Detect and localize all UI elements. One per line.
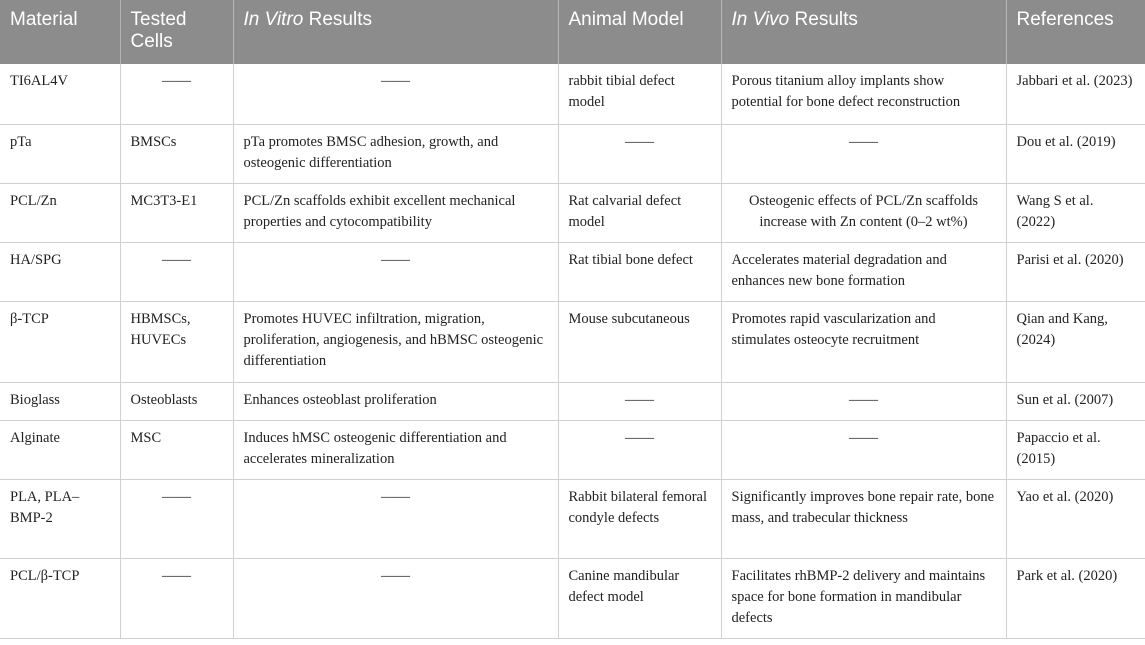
cell-material: Alginate — [0, 420, 120, 479]
header-row — [0, 0, 1145, 64]
table-row — [0, 242, 1145, 301]
cell-tested-cells: MC3T3-E1 — [120, 183, 233, 242]
cell-material: HA/SPG — [0, 242, 120, 301]
table-row — [0, 124, 1145, 183]
cell-reference: Qian and Kang, (2024) — [1006, 301, 1145, 382]
table-row — [0, 183, 1145, 242]
cell-tested-cells: BMSCs — [120, 124, 233, 183]
cell-animal-model: rabbit tibial defect model — [558, 64, 721, 124]
header-tested-cells: Tested Cells — [120, 0, 233, 64]
table-row — [0, 301, 1145, 382]
cell-reference: Sun et al. (2007) — [1006, 382, 1145, 420]
cell-reference: Jabbari et al. (2023) — [1006, 64, 1145, 124]
header-animal-model: Animal Model — [558, 0, 721, 64]
cell-in-vivo: Facilitates rhBMP-2 delivery and maintains space for bone formation in mandibular defects — [721, 558, 1006, 638]
cell-tested-cells: MSC — [120, 420, 233, 479]
table-row — [0, 479, 1145, 558]
cell-in-vivo: Osteogenic effects of PCL/Zn scaffolds increase with Zn content (0–2 wt%) — [721, 183, 1006, 242]
cell-in-vitro: PCL/Zn scaffolds exhibit excellent mechanical properties and cytocompatibility — [233, 183, 558, 242]
cell-animal-model: Rat calvarial defect model — [558, 183, 721, 242]
cell-in-vivo: —— — [721, 420, 1006, 479]
cell-animal-model: —— — [558, 124, 721, 183]
header-in-vivo-italic: In Vivo — [731, 9, 790, 30]
cell-animal-model: Canine mandibular defect model — [558, 558, 721, 638]
cell-in-vivo: Significantly improves bone repair rate, bone mass, and trabecular thickness — [721, 479, 1006, 558]
cell-tested-cells: Osteoblasts — [120, 382, 233, 420]
header-in-vivo-results — [721, 0, 1006, 64]
header-references: References — [1006, 0, 1145, 64]
cell-tested-cells: —— — [120, 64, 233, 124]
cell-in-vivo: Promotes rapid vascularization and stimulates osteocyte recruitment — [721, 301, 1006, 382]
cell-in-vitro: —— — [233, 479, 558, 558]
header-material: Material — [0, 0, 120, 64]
cell-reference: Wang S et al. (2022) — [1006, 183, 1145, 242]
cell-in-vitro: Induces hMSC osteogenic differentiation and accelerates mineralization — [233, 420, 558, 479]
cell-reference: Papaccio et al. (2015) — [1006, 420, 1145, 479]
cell-animal-model: Rabbit bilateral femoral condyle defects — [558, 479, 721, 558]
cell-in-vitro: Enhances osteoblast proliferation — [233, 382, 558, 420]
header-in-vitro-rest: Results — [303, 9, 372, 30]
cell-in-vitro: Promotes HUVEC infiltration, migration, proliferation, angiogenesis, and hBMSC osteogenic differentiation — [233, 301, 558, 382]
table-row — [0, 558, 1145, 638]
table-row — [0, 64, 1145, 124]
cell-material: PLA, PLA–BMP-2 — [0, 479, 120, 558]
cell-material: PCL/β-TCP — [0, 558, 120, 638]
header-in-vitro-italic: In Vitro — [243, 9, 304, 30]
cell-in-vitro: —— — [233, 558, 558, 638]
cell-in-vivo: —— — [721, 382, 1006, 420]
cell-tested-cells: —— — [120, 479, 233, 558]
cell-material: β-TCP — [0, 301, 120, 382]
cell-in-vivo: Porous titanium alloy implants show potential for bone defect reconstruction — [721, 64, 1006, 124]
cell-in-vitro: —— — [233, 242, 558, 301]
cell-tested-cells: —— — [120, 558, 233, 638]
cell-material: Bioglass — [0, 382, 120, 420]
cell-reference: Parisi et al. (2020) — [1006, 242, 1145, 301]
cell-reference: Dou et al. (2019) — [1006, 124, 1145, 183]
table-row — [0, 382, 1145, 420]
header-in-vitro-results — [233, 0, 558, 64]
cell-animal-model: —— — [558, 382, 721, 420]
cell-tested-cells: —— — [120, 242, 233, 301]
cell-reference: Yao et al. (2020) — [1006, 479, 1145, 558]
cell-animal-model: Rat tibial bone defect — [558, 242, 721, 301]
cell-in-vitro: —— — [233, 64, 558, 124]
cell-material: TI6AL4V — [0, 64, 120, 124]
header-in-vivo-rest: Results — [789, 9, 858, 30]
table-body — [0, 64, 1145, 638]
cell-in-vivo: Accelerates material degradation and enhances new bone formation — [721, 242, 1006, 301]
table-row — [0, 420, 1145, 479]
table-header — [0, 0, 1145, 64]
cell-tested-cells: HBMSCs, HUVECs — [120, 301, 233, 382]
cell-material: PCL/Zn — [0, 183, 120, 242]
cell-animal-model: —— — [558, 420, 721, 479]
cell-reference: Park et al. (2020) — [1006, 558, 1145, 638]
cell-animal-model: Mouse subcutaneous — [558, 301, 721, 382]
cell-in-vitro: pTa promotes BMSC adhesion, growth, and osteogenic differentiation — [233, 124, 558, 183]
cell-material: pTa — [0, 124, 120, 183]
cell-in-vivo: —— — [721, 124, 1006, 183]
